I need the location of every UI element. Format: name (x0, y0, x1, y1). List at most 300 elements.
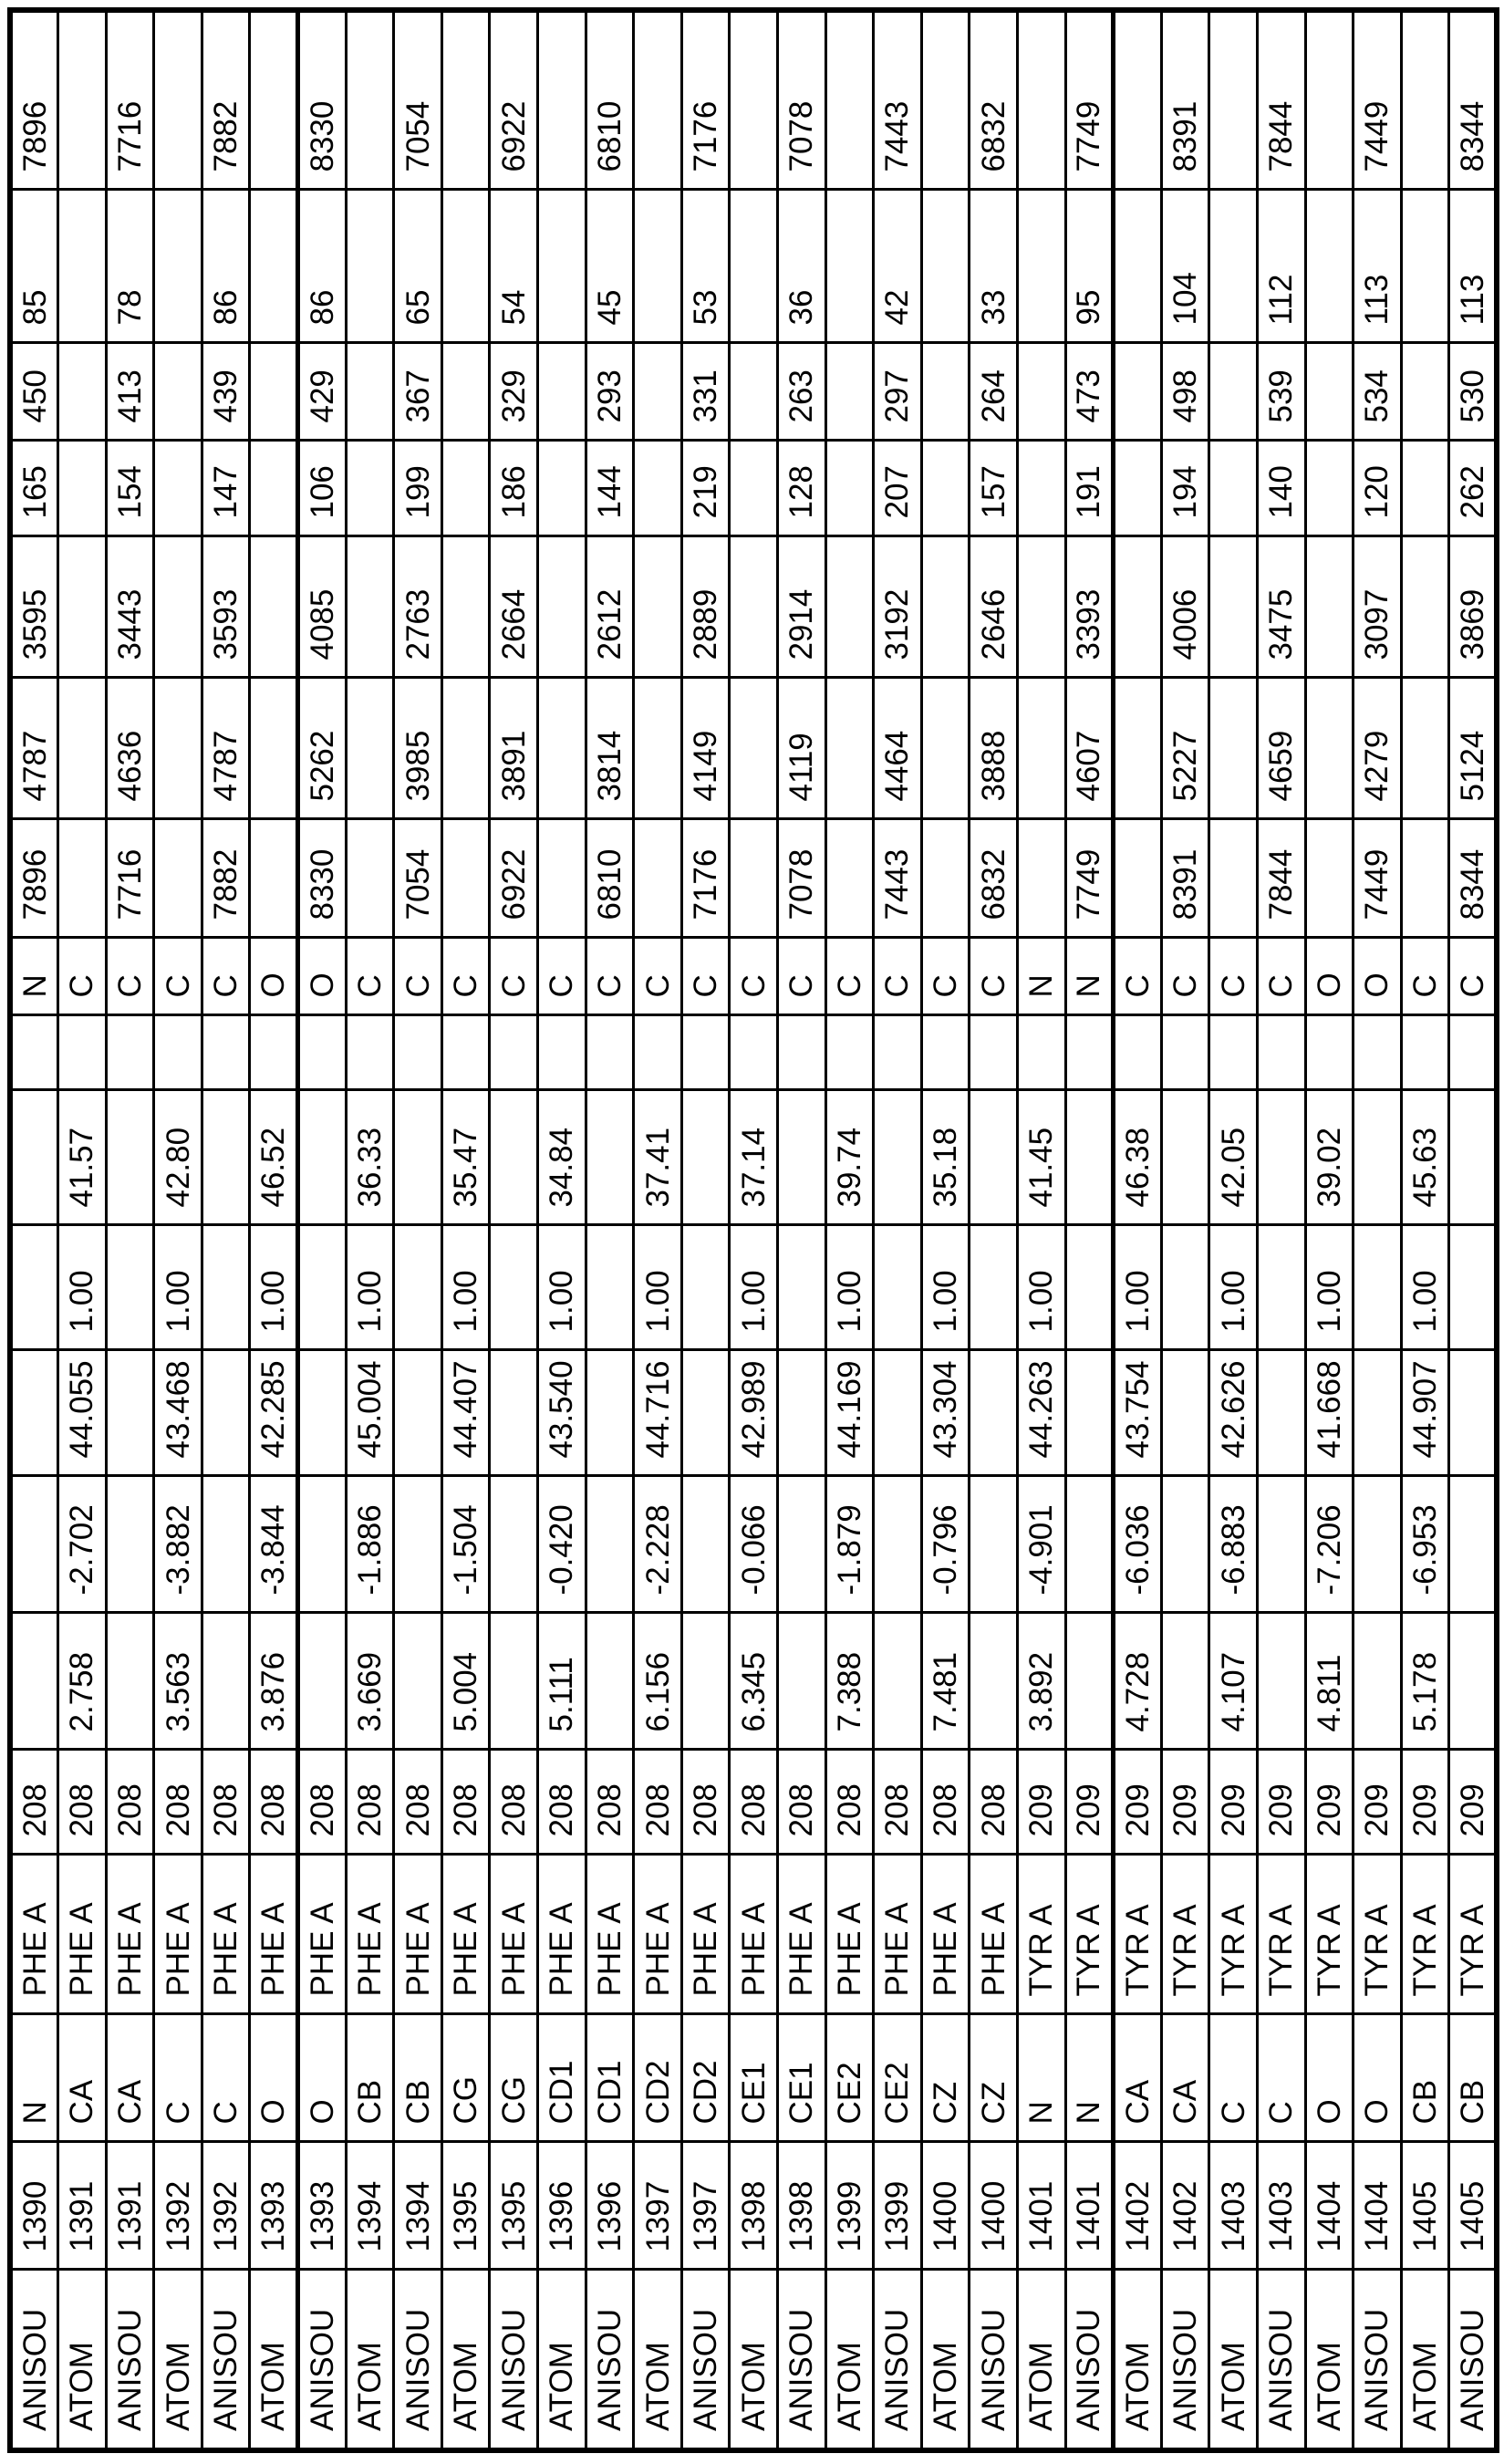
cell-record: ANISOU (681, 2270, 730, 2450)
cell-u11_dup (346, 10, 394, 190)
cell-y (586, 1476, 634, 1613)
cell-serial: 1404 (1354, 2142, 1402, 2270)
cell-u23 (346, 190, 394, 343)
cell-x: 3.563 (154, 1613, 202, 1750)
cell-atom: O (1305, 2014, 1354, 2142)
cell-x (1161, 1613, 1209, 1750)
cell-u11_dup: 7749 (1065, 10, 1114, 190)
cell-b (298, 1090, 347, 1225)
cell-z (298, 1350, 347, 1476)
cell-u12: 140 (1257, 441, 1305, 536)
cell-resnum: 208 (538, 1750, 586, 1855)
cell-resnum: 208 (634, 1750, 682, 1855)
cell-y: -0.420 (538, 1476, 586, 1613)
cell-atom: CE2 (874, 2014, 922, 2142)
cell-u13: 264 (970, 343, 1018, 441)
table-row-atom-1392 (154, 10, 202, 2450)
cell-u22 (1114, 678, 1162, 819)
cell-u11 (1401, 819, 1449, 938)
cell-z (10, 1350, 58, 1476)
cell-u23: 112 (1257, 190, 1305, 343)
cell-occ (10, 1225, 58, 1350)
cell-u13 (1401, 343, 1449, 441)
cell-serial: 1405 (1449, 2142, 1498, 2270)
cell-u22 (58, 678, 107, 819)
cell-b (490, 1090, 538, 1225)
cell-occ (586, 1225, 634, 1350)
cell-u22: 4636 (106, 678, 154, 819)
cell-resnum: 208 (394, 1750, 442, 1855)
cell-record: ANISOU (1354, 2270, 1402, 2450)
cell-u33: 2889 (681, 536, 730, 678)
cell-occ: 1.00 (1305, 1225, 1354, 1350)
cell-y (1161, 1476, 1209, 1613)
table-body (10, 10, 1497, 2450)
cell-u11_dup (538, 10, 586, 190)
cell-res: PHE A (10, 1855, 58, 2014)
cell-y: -3.882 (154, 1476, 202, 1613)
cell-u11_dup (441, 10, 490, 190)
cell-u13 (1114, 343, 1162, 441)
cell-u11_dup (1401, 10, 1449, 190)
cell-u11: 7749 (1065, 819, 1114, 938)
cell-u33: 3593 (202, 536, 250, 678)
cell-resnum: 209 (1114, 1750, 1162, 1855)
cell-res: PHE A (250, 1855, 298, 2014)
cell-elem: C (441, 938, 490, 1015)
cell-u33 (1017, 536, 1065, 678)
cell-x (874, 1613, 922, 1750)
cell-b (586, 1090, 634, 1225)
cell-u33 (1114, 536, 1162, 678)
cell-u12 (1017, 441, 1065, 536)
table-row-anisou-1399 (874, 10, 922, 2450)
cell-atom: C (1257, 2014, 1305, 2142)
cell-occ (681, 1225, 730, 1350)
cell-y: -0.066 (730, 1476, 778, 1613)
cell-u13 (250, 343, 298, 441)
cell-y: -6.036 (1114, 1476, 1162, 1613)
cell-u11: 8330 (298, 819, 347, 938)
cell-b (394, 1090, 442, 1225)
cell-resnum: 209 (1257, 1750, 1305, 1855)
cell-resnum: 208 (730, 1750, 778, 1855)
table-row-atom-1401 (1017, 10, 1065, 2450)
cell-u23 (441, 190, 490, 343)
cell-b: 46.52 (250, 1090, 298, 1225)
cell-z: 43.468 (154, 1350, 202, 1476)
cell-blank (1401, 1015, 1449, 1090)
cell-u12: 165 (10, 441, 58, 536)
cell-serial: 1401 (1017, 2142, 1065, 2270)
cell-b: 41.45 (1017, 1090, 1065, 1225)
cell-elem: C (58, 938, 107, 1015)
cell-occ (490, 1225, 538, 1350)
cell-resnum: 208 (106, 1750, 154, 1855)
cell-record: ATOM (538, 2270, 586, 2450)
cell-x: 5.178 (1401, 1613, 1449, 1750)
cell-u12 (154, 441, 202, 536)
cell-atom: CZ (970, 2014, 1018, 2142)
cell-u11_dup: 7716 (106, 10, 154, 190)
cell-atom: CZ (921, 2014, 970, 2142)
cell-u11 (250, 819, 298, 938)
cell-b: 37.14 (730, 1090, 778, 1225)
cell-elem: C (154, 938, 202, 1015)
cell-atom: N (1065, 2014, 1114, 2142)
cell-u33: 3475 (1257, 536, 1305, 678)
cell-u11 (921, 819, 970, 938)
cell-blank (106, 1015, 154, 1090)
cell-blank (1161, 1015, 1209, 1090)
cell-record: ANISOU (970, 2270, 1018, 2450)
cell-z: 43.540 (538, 1350, 586, 1476)
cell-u22: 3888 (970, 678, 1018, 819)
cell-y: -4.901 (1017, 1476, 1065, 1613)
cell-elem: N (10, 938, 58, 1015)
cell-u22 (538, 678, 586, 819)
cell-u13 (730, 343, 778, 441)
cell-u12 (58, 441, 107, 536)
table-row-anisou-1400 (970, 10, 1018, 2450)
cell-u11_dup (1305, 10, 1354, 190)
cell-u11_dup (1114, 10, 1162, 190)
cell-serial: 1403 (1209, 2142, 1258, 2270)
cell-z (586, 1350, 634, 1476)
cell-res: PHE A (681, 1855, 730, 2014)
cell-serial: 1396 (586, 2142, 634, 2270)
cell-x (1065, 1613, 1114, 1750)
cell-u23: 36 (778, 190, 826, 343)
cell-res: PHE A (778, 1855, 826, 2014)
table-row-atom-1396 (538, 10, 586, 2450)
cell-u23 (58, 190, 107, 343)
cell-u33 (441, 536, 490, 678)
cell-elem: O (298, 938, 347, 1015)
cell-u11_dup (921, 10, 970, 190)
cell-blank (394, 1015, 442, 1090)
cell-resnum: 208 (874, 1750, 922, 1855)
cell-u23: 113 (1354, 190, 1402, 343)
table-row-anisou-1401 (1065, 10, 1114, 2450)
cell-res: PHE A (298, 1855, 347, 2014)
cell-x (202, 1613, 250, 1750)
cell-b: 34.84 (538, 1090, 586, 1225)
cell-x: 6.156 (634, 1613, 682, 1750)
cell-u13: 473 (1065, 343, 1114, 441)
cell-u23: 65 (394, 190, 442, 343)
cell-record: ATOM (921, 2270, 970, 2450)
cell-b (874, 1090, 922, 1225)
cell-resnum: 208 (202, 1750, 250, 1855)
cell-record: ANISOU (586, 2270, 634, 2450)
cell-serial: 1400 (921, 2142, 970, 2270)
cell-u13: 539 (1257, 343, 1305, 441)
cell-u13 (921, 343, 970, 441)
cell-u11: 7443 (874, 819, 922, 938)
cell-res: TYR A (1209, 1855, 1258, 2014)
cell-serial: 1390 (10, 2142, 58, 2270)
cell-res: PHE A (921, 1855, 970, 2014)
cell-x: 6.345 (730, 1613, 778, 1750)
cell-u22 (634, 678, 682, 819)
cell-record: ATOM (250, 2270, 298, 2450)
cell-u11 (1114, 819, 1162, 938)
cell-u23: 54 (490, 190, 538, 343)
cell-u23: 85 (10, 190, 58, 343)
cell-u12: 144 (586, 441, 634, 536)
cell-atom: C (154, 2014, 202, 2142)
cell-resnum: 208 (825, 1750, 874, 1855)
cell-serial: 1400 (970, 2142, 1018, 2270)
cell-y: -0.796 (921, 1476, 970, 1613)
cell-u33 (346, 536, 394, 678)
cell-x (586, 1613, 634, 1750)
cell-serial: 1403 (1257, 2142, 1305, 2270)
cell-u33 (250, 536, 298, 678)
cell-u11 (154, 819, 202, 938)
table-row-atom-1405 (1401, 10, 1449, 2450)
cell-res: TYR A (1017, 1855, 1065, 2014)
cell-u11_dup: 8330 (298, 10, 347, 190)
cell-z (778, 1350, 826, 1476)
cell-elem: C (1161, 938, 1209, 1015)
pdb-coordinate-table (7, 7, 1499, 2453)
cell-x: 7.481 (921, 1613, 970, 1750)
table-row-atom-1395 (441, 10, 490, 2450)
table-row-atom-1400 (921, 10, 970, 2450)
cell-z: 42.626 (1209, 1350, 1258, 1476)
cell-u22: 4659 (1257, 678, 1305, 819)
cell-u11: 6922 (490, 819, 538, 938)
cell-elem: C (970, 938, 1018, 1015)
cell-u11_dup (58, 10, 107, 190)
cell-x (970, 1613, 1018, 1750)
cell-blank (1114, 1015, 1162, 1090)
table-row-anisou-1402 (1161, 10, 1209, 2450)
cell-serial: 1402 (1161, 2142, 1209, 2270)
cell-record: ATOM (825, 2270, 874, 2450)
table-row-anisou-1394 (394, 10, 442, 2450)
cell-u13: 534 (1354, 343, 1402, 441)
cell-u33 (58, 536, 107, 678)
cell-u13: 429 (298, 343, 347, 441)
cell-occ: 1.00 (1017, 1225, 1065, 1350)
cell-resnum: 209 (1401, 1750, 1449, 1855)
cell-u22 (250, 678, 298, 819)
cell-elem: C (634, 938, 682, 1015)
cell-u33: 3097 (1354, 536, 1402, 678)
cell-u22 (346, 678, 394, 819)
cell-u13: 439 (202, 343, 250, 441)
cell-u11_dup: 7844 (1257, 10, 1305, 190)
cell-u23: 95 (1065, 190, 1114, 343)
cell-record: ATOM (441, 2270, 490, 2450)
cell-atom: CD2 (634, 2014, 682, 2142)
cell-serial: 1399 (825, 2142, 874, 2270)
cell-b (1257, 1090, 1305, 1225)
cell-elem: C (346, 938, 394, 1015)
cell-occ: 1.00 (538, 1225, 586, 1350)
cell-u11_dup: 8344 (1449, 10, 1498, 190)
cell-u33: 3393 (1065, 536, 1114, 678)
cell-z (1354, 1350, 1402, 1476)
cell-elem: O (1305, 938, 1354, 1015)
cell-record: ATOM (346, 2270, 394, 2450)
cell-u12 (921, 441, 970, 536)
cell-y: -1.886 (346, 1476, 394, 1613)
cell-record: ANISOU (298, 2270, 347, 2450)
cell-u12: 207 (874, 441, 922, 536)
cell-z: 44.055 (58, 1350, 107, 1476)
cell-u13 (58, 343, 107, 441)
cell-blank (441, 1015, 490, 1090)
table-row-atom-1397 (634, 10, 682, 2450)
cell-u11: 7449 (1354, 819, 1402, 938)
cell-u11 (825, 819, 874, 938)
cell-u33 (1401, 536, 1449, 678)
cell-z: 44.907 (1401, 1350, 1449, 1476)
cell-u12: 147 (202, 441, 250, 536)
cell-u23: 86 (298, 190, 347, 343)
cell-elem: C (106, 938, 154, 1015)
table-row-atom-1391 (58, 10, 107, 2450)
cell-b: 35.47 (441, 1090, 490, 1225)
cell-u12 (634, 441, 682, 536)
cell-z (970, 1350, 1018, 1476)
cell-occ (1161, 1225, 1209, 1350)
cell-blank (970, 1015, 1018, 1090)
cell-u11 (634, 819, 682, 938)
cell-b: 41.57 (58, 1090, 107, 1225)
cell-b (681, 1090, 730, 1225)
cell-serial: 1399 (874, 2142, 922, 2270)
cell-occ: 1.00 (825, 1225, 874, 1350)
cell-u11_dup: 7078 (778, 10, 826, 190)
cell-serial: 1397 (634, 2142, 682, 2270)
cell-serial: 1391 (106, 2142, 154, 2270)
cell-u11 (1209, 819, 1258, 938)
cell-u22: 4279 (1354, 678, 1402, 819)
cell-u13 (1305, 343, 1354, 441)
cell-atom: CB (1449, 2014, 1498, 2142)
table-row-atom-1402 (1114, 10, 1162, 2450)
cell-atom: C (1209, 2014, 1258, 2142)
cell-resnum: 208 (346, 1750, 394, 1855)
cell-u23 (730, 190, 778, 343)
cell-serial: 1394 (346, 2142, 394, 2270)
cell-blank (1065, 1015, 1114, 1090)
cell-elem: C (730, 938, 778, 1015)
cell-atom: N (10, 2014, 58, 2142)
cell-u13 (1017, 343, 1065, 441)
cell-z (681, 1350, 730, 1476)
cell-u33: 2612 (586, 536, 634, 678)
cell-elem: C (1401, 938, 1449, 1015)
cell-u33: 3192 (874, 536, 922, 678)
cell-u22 (1401, 678, 1449, 819)
cell-x (10, 1613, 58, 1750)
cell-atom: O (250, 2014, 298, 2142)
cell-elem: C (538, 938, 586, 1015)
cell-u12: 186 (490, 441, 538, 536)
cell-u12: 128 (778, 441, 826, 536)
cell-u22: 4607 (1065, 678, 1114, 819)
cell-z: 42.285 (250, 1350, 298, 1476)
cell-z: 42.989 (730, 1350, 778, 1476)
cell-elem: C (825, 938, 874, 1015)
cell-blank (634, 1015, 682, 1090)
cell-y: -2.228 (634, 1476, 682, 1613)
cell-blank (586, 1015, 634, 1090)
cell-u11: 7896 (10, 819, 58, 938)
cell-u22: 3814 (586, 678, 634, 819)
cell-u11 (538, 819, 586, 938)
cell-u22 (441, 678, 490, 819)
cell-u23: 104 (1161, 190, 1209, 343)
cell-elem: C (202, 938, 250, 1015)
table-row-anisou-1404 (1354, 10, 1402, 2450)
cell-res: TYR A (1305, 1855, 1354, 2014)
cell-record: ANISOU (1161, 2270, 1209, 2450)
cell-u11: 8344 (1449, 819, 1498, 938)
cell-u33 (538, 536, 586, 678)
cell-res: TYR A (1354, 1855, 1402, 2014)
cell-x (1449, 1613, 1498, 1750)
cell-u12 (825, 441, 874, 536)
cell-u22: 4787 (10, 678, 58, 819)
cell-res: PHE A (154, 1855, 202, 2014)
cell-z (874, 1350, 922, 1476)
cell-u33 (1305, 536, 1354, 678)
cell-u11_dup (825, 10, 874, 190)
cell-resnum: 209 (1209, 1750, 1258, 1855)
cell-occ: 1.00 (1401, 1225, 1449, 1350)
cell-x: 7.388 (825, 1613, 874, 1750)
cell-u11_dup: 8391 (1161, 10, 1209, 190)
cell-blank (1305, 1015, 1354, 1090)
cell-u12: 154 (106, 441, 154, 536)
cell-record: ATOM (730, 2270, 778, 2450)
cell-u23 (634, 190, 682, 343)
cell-u13: 530 (1449, 343, 1498, 441)
cell-blank (1449, 1015, 1498, 1090)
cell-y (298, 1476, 347, 1613)
cell-u33 (154, 536, 202, 678)
cell-record: ATOM (1401, 2270, 1449, 2450)
cell-blank (921, 1015, 970, 1090)
cell-y: -2.702 (58, 1476, 107, 1613)
cell-record: ATOM (1209, 2270, 1258, 2450)
cell-u33: 2664 (490, 536, 538, 678)
cell-u23: 53 (681, 190, 730, 343)
table-row-anisou-1398 (778, 10, 826, 2450)
cell-res: TYR A (1257, 1855, 1305, 2014)
cell-u11_dup (1209, 10, 1258, 190)
cell-elem: N (1065, 938, 1114, 1015)
cell-z: 44.407 (441, 1350, 490, 1476)
table-row-atom-1404 (1305, 10, 1354, 2450)
cell-res: PHE A (874, 1855, 922, 2014)
cell-blank (298, 1015, 347, 1090)
cell-res: PHE A (106, 1855, 154, 2014)
cell-occ: 1.00 (730, 1225, 778, 1350)
cell-u23 (921, 190, 970, 343)
cell-z (1257, 1350, 1305, 1476)
cell-blank (1209, 1015, 1258, 1090)
cell-record: ATOM (58, 2270, 107, 2450)
cell-u11: 6832 (970, 819, 1018, 938)
